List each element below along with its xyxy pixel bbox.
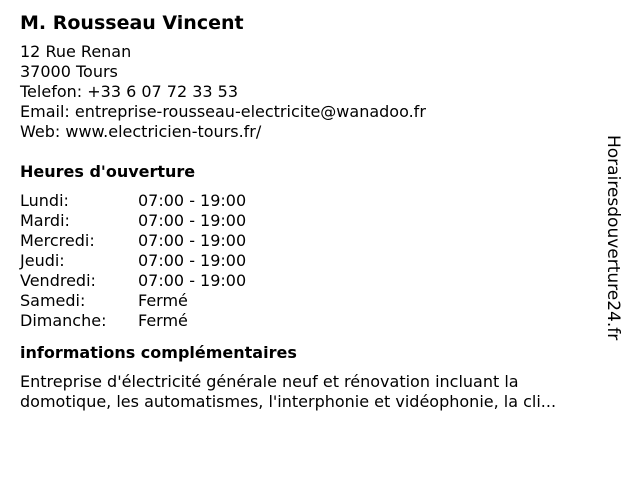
- time-value: Fermé: [138, 311, 188, 330]
- day-label: Dimanche:: [20, 311, 107, 330]
- hours-table: [20, 191, 610, 331]
- time-value: 07:00 - 19:00: [138, 231, 247, 250]
- email-line: Email: entreprise-rousseau-electricite@wanadoo.fr: [20, 102, 426, 121]
- hours-row-saturday: [20, 291, 610, 311]
- time-value: 07:00 - 19:00: [138, 191, 247, 210]
- site-watermark: Horairesdouverture24.fr: [603, 135, 623, 341]
- hours-row-friday: [20, 271, 610, 291]
- day-label: Mercredi:: [20, 231, 95, 250]
- day-label: Jeudi:: [20, 251, 65, 270]
- day-label: Mardi:: [20, 211, 70, 230]
- address-street: 12 Rue Renan: [20, 42, 132, 61]
- day-label: Vendredi:: [20, 271, 96, 290]
- business-card: [20, 10, 610, 412]
- hours-row-wednesday: [20, 231, 610, 251]
- description-line-1: Entreprise d'électricité générale neuf et rénovation incluant la: [20, 372, 519, 391]
- phone-line: Telefon: +33 6 07 72 33 53: [20, 82, 239, 101]
- hours-heading: Heures d'ouverture: [20, 162, 196, 181]
- hours-row-thursday: [20, 251, 610, 271]
- business-name: M. Rousseau Vincent: [20, 12, 244, 34]
- hours-row-monday: [20, 191, 610, 211]
- time-value: 07:00 - 19:00: [138, 251, 247, 270]
- hours-row-tuesday: [20, 211, 610, 231]
- info-heading: informations complémentaires: [20, 343, 297, 362]
- address-city: 37000 Tours: [20, 62, 118, 81]
- description-line-2: domotique, les automatismes, l'interphonie et vidéophonie, la cli...: [20, 392, 557, 411]
- time-value: Fermé: [138, 291, 188, 310]
- day-label: Samedi:: [20, 291, 86, 310]
- day-label: Lundi:: [20, 191, 69, 210]
- time-value: 07:00 - 19:00: [138, 271, 247, 290]
- web-line: Web: www.electricien-tours.fr/: [20, 122, 262, 141]
- time-value: 07:00 - 19:00: [138, 211, 247, 230]
- hours-row-sunday: [20, 311, 610, 331]
